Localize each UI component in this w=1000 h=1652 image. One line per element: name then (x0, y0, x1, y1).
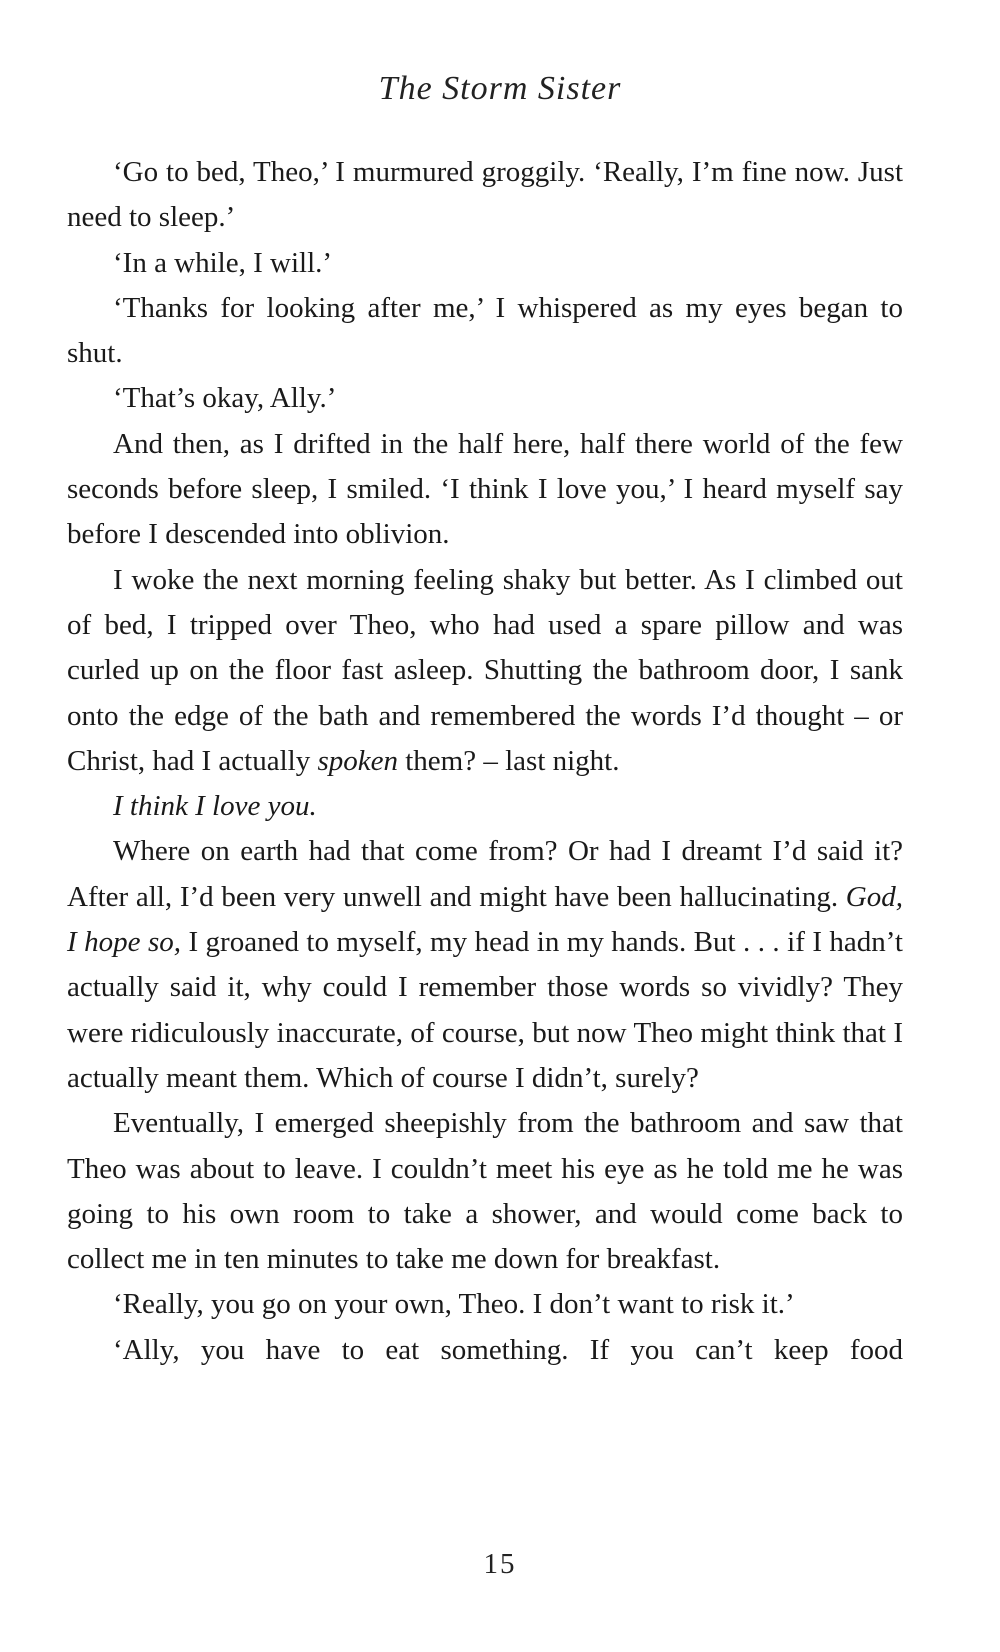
paragraph (67, 829, 903, 1101)
text-run: them? – last night. (398, 744, 620, 777)
paragraph (67, 784, 903, 829)
text-run: ‘Ally, you have to eat something. If you can’t keep food (113, 1333, 903, 1366)
italic-text: I think I love you. (113, 790, 317, 823)
paragraph (67, 241, 903, 286)
text-run: Where on earth had that come from? Or had I dreamt I’d said it? After all, I’d been very unwell and might have been hallucinating. (67, 835, 903, 913)
text-run: ‘Thanks for looking after me,’ I whispered as my eyes began to shut. (67, 291, 903, 370)
paragraph (67, 150, 903, 241)
text-run: I groaned to myself, my head in my hands. But . . . if I hadn’t actually said it, why could I remember those words so vividly? They were ridiculously inaccurate, of course, but now Theo might think that I actually meant them. Which of course I didn’t, surely? (67, 926, 903, 1094)
paragraph (67, 1328, 903, 1373)
italic-text: spoken (317, 744, 398, 777)
running-head: The Storm Sister (378, 70, 622, 107)
text-run: ‘In a while, I will.’ (113, 246, 333, 279)
italic-text: God, I hope so, (67, 880, 903, 959)
text-run: And then, as I drifted in the half here, half there world of the few seconds before sleep, I smiled. ‘I think I love you,’ I heard myself say before I descended into oblivion. (67, 427, 903, 551)
paragraph (67, 286, 903, 377)
text-run: ‘Really, you go on your own, Theo. I don’t want to risk it.’ (113, 1288, 795, 1321)
paragraph (67, 1282, 903, 1327)
text-run: ‘That’s okay, Ally.’ (113, 382, 337, 415)
paragraph (67, 376, 903, 421)
body-text (67, 150, 903, 1373)
paragraph (67, 558, 903, 784)
text-run: ‘Go to bed, Theo,’ I murmured groggily. ‘Really, I’m fine now. Just need to sleep.’ (67, 156, 903, 234)
text-run: I woke the next morning feeling shaky but better. As I climbed out of bed, I tripped over Theo, who had used a spare pillow and was curled up on the floor fast asleep. Shutting the bathroom door, I sank onto the edge of the bath and remembered the words I’d thought – or Christ, had I actually (67, 563, 903, 777)
page-number: 15 (483, 1548, 517, 1580)
paragraph (67, 1101, 903, 1282)
paragraph (67, 422, 903, 558)
text-run: Eventually, I emerged sheepishly from the bathroom and saw that Theo was about to leave. I couldn’t meet his eye as he told me he was going to his own room to take a shower, and would come back to collect me in ten minutes to take me down for breakfast. (67, 1107, 903, 1276)
